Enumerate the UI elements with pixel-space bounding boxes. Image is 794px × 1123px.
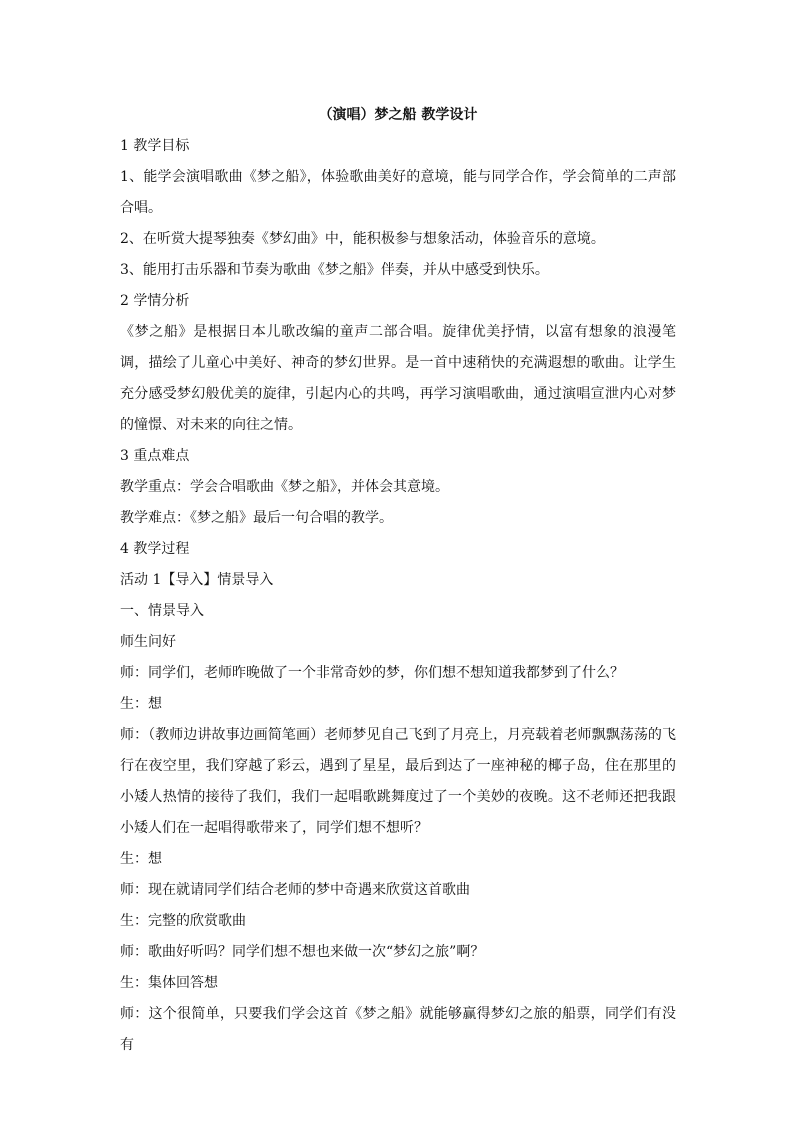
paragraph: 活动 1【导入】情景导入	[120, 572, 274, 588]
section-heading-objectives: 1 教学目标	[120, 138, 190, 154]
paragraph: 《梦之船》是根据日本儿歌改编的童声二部合唱。旋律优美抒情，以富有想象的浪漫笔调，描绘了儿童心中美好、神奇的梦幻世界。是一首中速稍快的充满遐想的歌曲。让学生充分感受梦幻般优美的旋律，引起内心的共鸣，再学习演唱歌曲，通过演唱宣泄内心对梦的憧憬、对未来的向往之情。	[120, 324, 676, 433]
section-heading-process: 4 教学过程	[120, 541, 190, 557]
paragraph: 2、在听赏大提琴独奏《梦幻曲》中，能积极参与想象活动，体验音乐的意境。	[120, 231, 605, 247]
paragraph: 教学重点：学会合唱歌曲《梦之船》，并体会其意境。	[120, 479, 449, 495]
paragraph: 师：这个很简单，只要我们学会这首《梦之船》就能够赢得梦幻之旅的船票，同学们有没有	[120, 1006, 676, 1053]
paragraph: 生：完整的欣赏歌曲	[120, 913, 246, 929]
paragraph: 师：同学们，老师昨晚做了一个非常奇妙的梦，你们想不想知道我都梦到了什么？	[120, 665, 624, 681]
paragraph: 师生问好	[120, 634, 176, 650]
paragraph: 生：集体回答想	[120, 975, 218, 991]
paragraph: 3、能用打击乐器和节奏为歌曲《梦之船》伴奏，并从中感受到快乐。	[120, 262, 549, 278]
paragraph: 师：（教师边讲故事边画简笔画）老师梦见自己飞到了月亮上，月亮载着老师飘飘荡荡的飞行在夜空里，我们穿越了彩云，遇到了星星，最后到达了一座神秘的椰子岛，住在那里的小矮人热情的接待了我们，我们一起唱歌跳舞度过了一个美妙的夜晚。这不老师还把我跟小矮人们在一起唱得歌带来了，同学们想不想听？	[120, 727, 676, 836]
section-heading-analysis: 2 学情分析	[120, 293, 190, 309]
paragraph: 一、情景导入	[120, 603, 204, 619]
paragraph: 师：歌曲好听吗？同学们想不想也来做一次“梦幻之旅”啊？	[120, 944, 485, 960]
document-title: （演唱）梦之船 教学设计	[318, 107, 478, 123]
section-heading-key-points: 3 重点难点	[120, 448, 190, 464]
paragraph: 教学难点：《梦之船》最后一句合唱的教学。	[120, 510, 393, 526]
paragraph: 1、能学会演唱歌曲《梦之船》，体验歌曲美好的意境，能与同学合作，学会简单的二声部合唱。	[120, 169, 676, 216]
document-page	[120, 100, 676, 1061]
paragraph: 生：想	[120, 696, 162, 712]
paragraph: 生：想	[120, 851, 162, 867]
paragraph: 师：现在就请同学们结合老师的梦中奇遇来欣赏这首歌曲	[120, 882, 470, 898]
